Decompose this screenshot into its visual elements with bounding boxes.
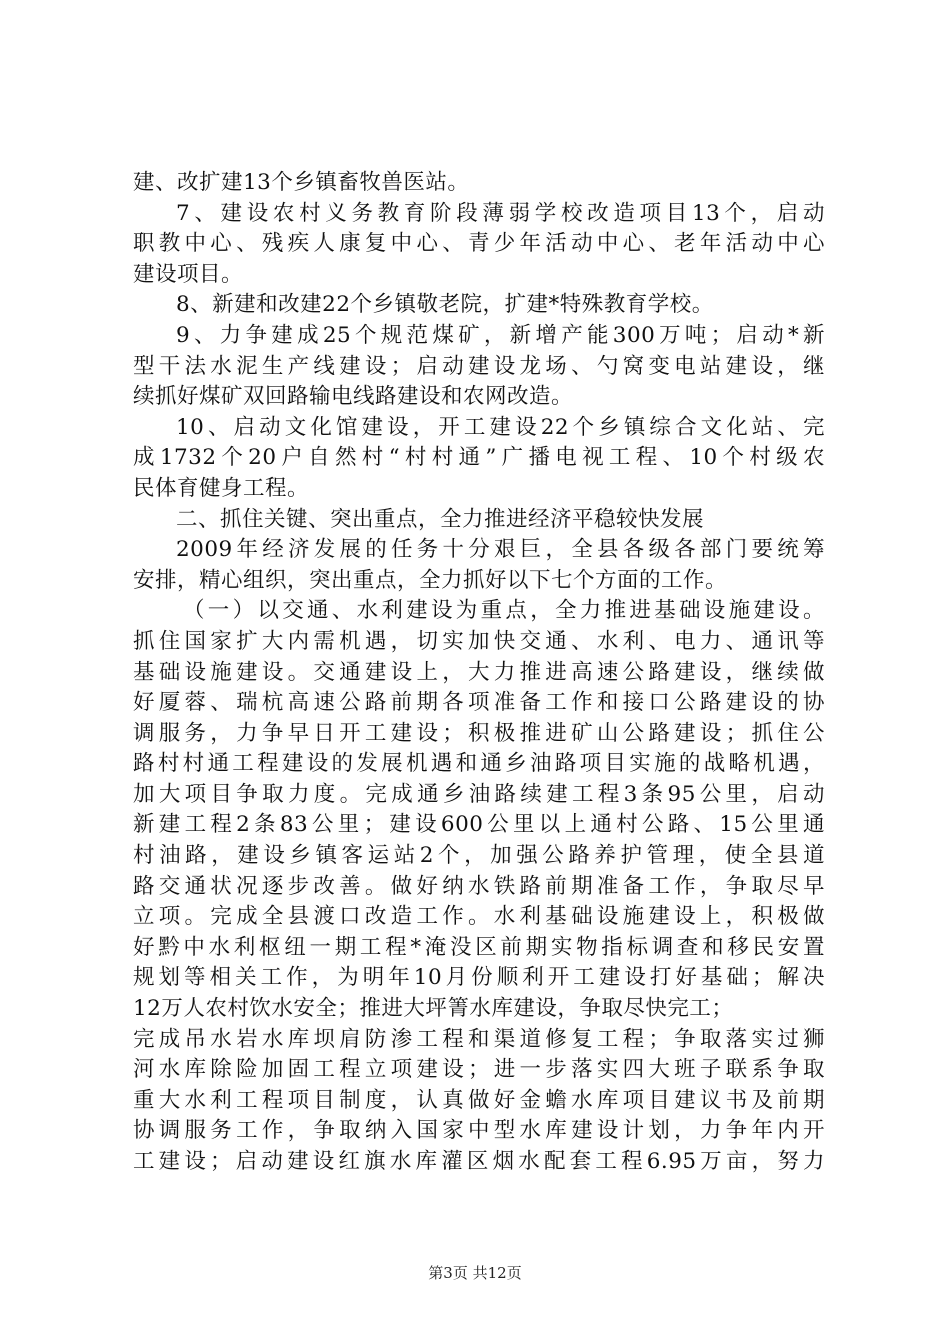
paragraph-line: 协调服务工作，争取纳入国家中型水库建设计划，力争年内开 (133, 1118, 825, 1144)
paragraph-line: 续抓好煤矿双回路输电线路建设和农网改造。 (133, 384, 574, 410)
paragraph-line: 7、建设农村义务教育阶段薄弱学校改造项目13个，启动 (176, 200, 825, 226)
paragraph-line: 12万人农村饮水安全；推进大坪箐水库建设，争取尽快完工； (133, 996, 734, 1022)
paragraph-line: 基础设施建设。交通建设上，大力推进高速公路建设，继续做 (133, 659, 825, 685)
paragraph-line: 抓住国家扩大内需机遇，切实加快交通、水利、电力、通讯等 (133, 628, 825, 654)
paragraph-line: 8、新建和改建22个乡镇敬老院，扩建*特殊教育学校。 (176, 292, 714, 318)
paragraph-line: 完成吊水岩水库坝肩防渗工程和渠道修复工程；争取落实过狮 (133, 1026, 825, 1052)
paragraph-line: 调服务，力争早日开工建设；积极推进矿山公路建设；抓住公 (133, 720, 825, 746)
section-heading: 二、抓住关键、突出重点，全力推进经济平稳较快发展 (176, 506, 705, 532)
paragraph-line: 10、启动文化馆建设，开工建设22个乡镇综合文化站、完 (176, 414, 825, 440)
paragraph-line: 立项。完成全县渡口改造工作。水利基础设施建设上，积极做 (133, 904, 825, 930)
paragraph-line: 建设项目。 (133, 261, 244, 287)
paragraph-line: 好黔中水利枢纽一期工程*淹没区前期实物指标调查和移民安置 (133, 934, 825, 960)
document-body (133, 168, 825, 1178)
paragraph-line: 职教中心、残疾人康复中心、青少年活动中心、老年活动中心 (133, 231, 825, 257)
subsection-heading: （一）以交通、水利建设为重点，全力推进基础设施建设。 (183, 598, 825, 624)
paragraph-line: 重大水利工程项目制度，认真做好金蟾水库项目建议书及前期 (133, 1087, 825, 1113)
paragraph-line: 工建设；启动建设红旗水库灌区烟水配套工程6.95万亩，努力 (133, 1149, 825, 1174)
paragraph-line: 2009年经济发展的任务十分艰巨，全县各级各部门要统筹 (176, 537, 825, 563)
paragraph-line: 安排，精心组织，突出重点，全力抓好以下七个方面的工作。 (133, 567, 728, 593)
paragraph-line: 9、力争建成25个规范煤矿，新增产能300万吨；启动*新 (176, 322, 825, 348)
paragraph-line: 型干法水泥生产线建设；启动建设龙场、勺窝变电站建设，继 (133, 353, 825, 379)
paragraph-line: 好厦蓉、瑞杭高速公路前期各项准备工作和接口公路建设的协 (133, 690, 825, 716)
paragraph-line: 建、改扩建13个乡镇畜牧兽医站。 (133, 170, 470, 195)
paragraph-line: 路村村通工程建设的发展机遇和通乡油路项目实施的战略机遇， (133, 751, 825, 777)
paragraph-line: 成1732个20户自然村“村村通”广播电视工程、10个村级农 (133, 445, 825, 471)
paragraph-line: 路交通状况逐步改善。做好纳水铁路前期准备工作，争取尽早 (133, 873, 825, 899)
paragraph-line: 规划等相关工作，为明年10月份顺利开工建设打好基础；解决 (133, 965, 825, 991)
page-number-footer: 第3页 共12页 (428, 1264, 522, 1282)
paragraph-line: 加大项目争取力度。完成通乡油路续建工程3条95公里，启动 (133, 781, 825, 807)
paragraph-line: 村油路，建设乡镇客运站2个，加强公路养护管理，使全县道 (133, 843, 825, 869)
paragraph-line: 民体育健身工程。 (133, 475, 310, 501)
paragraph-line: 河水库除险加固工程立项建设；进一步落实四大班子联系争取 (133, 1057, 825, 1083)
paragraph-line: 新建工程2条83公里；建设600公里以上通村公路、15公里通 (133, 812, 825, 838)
